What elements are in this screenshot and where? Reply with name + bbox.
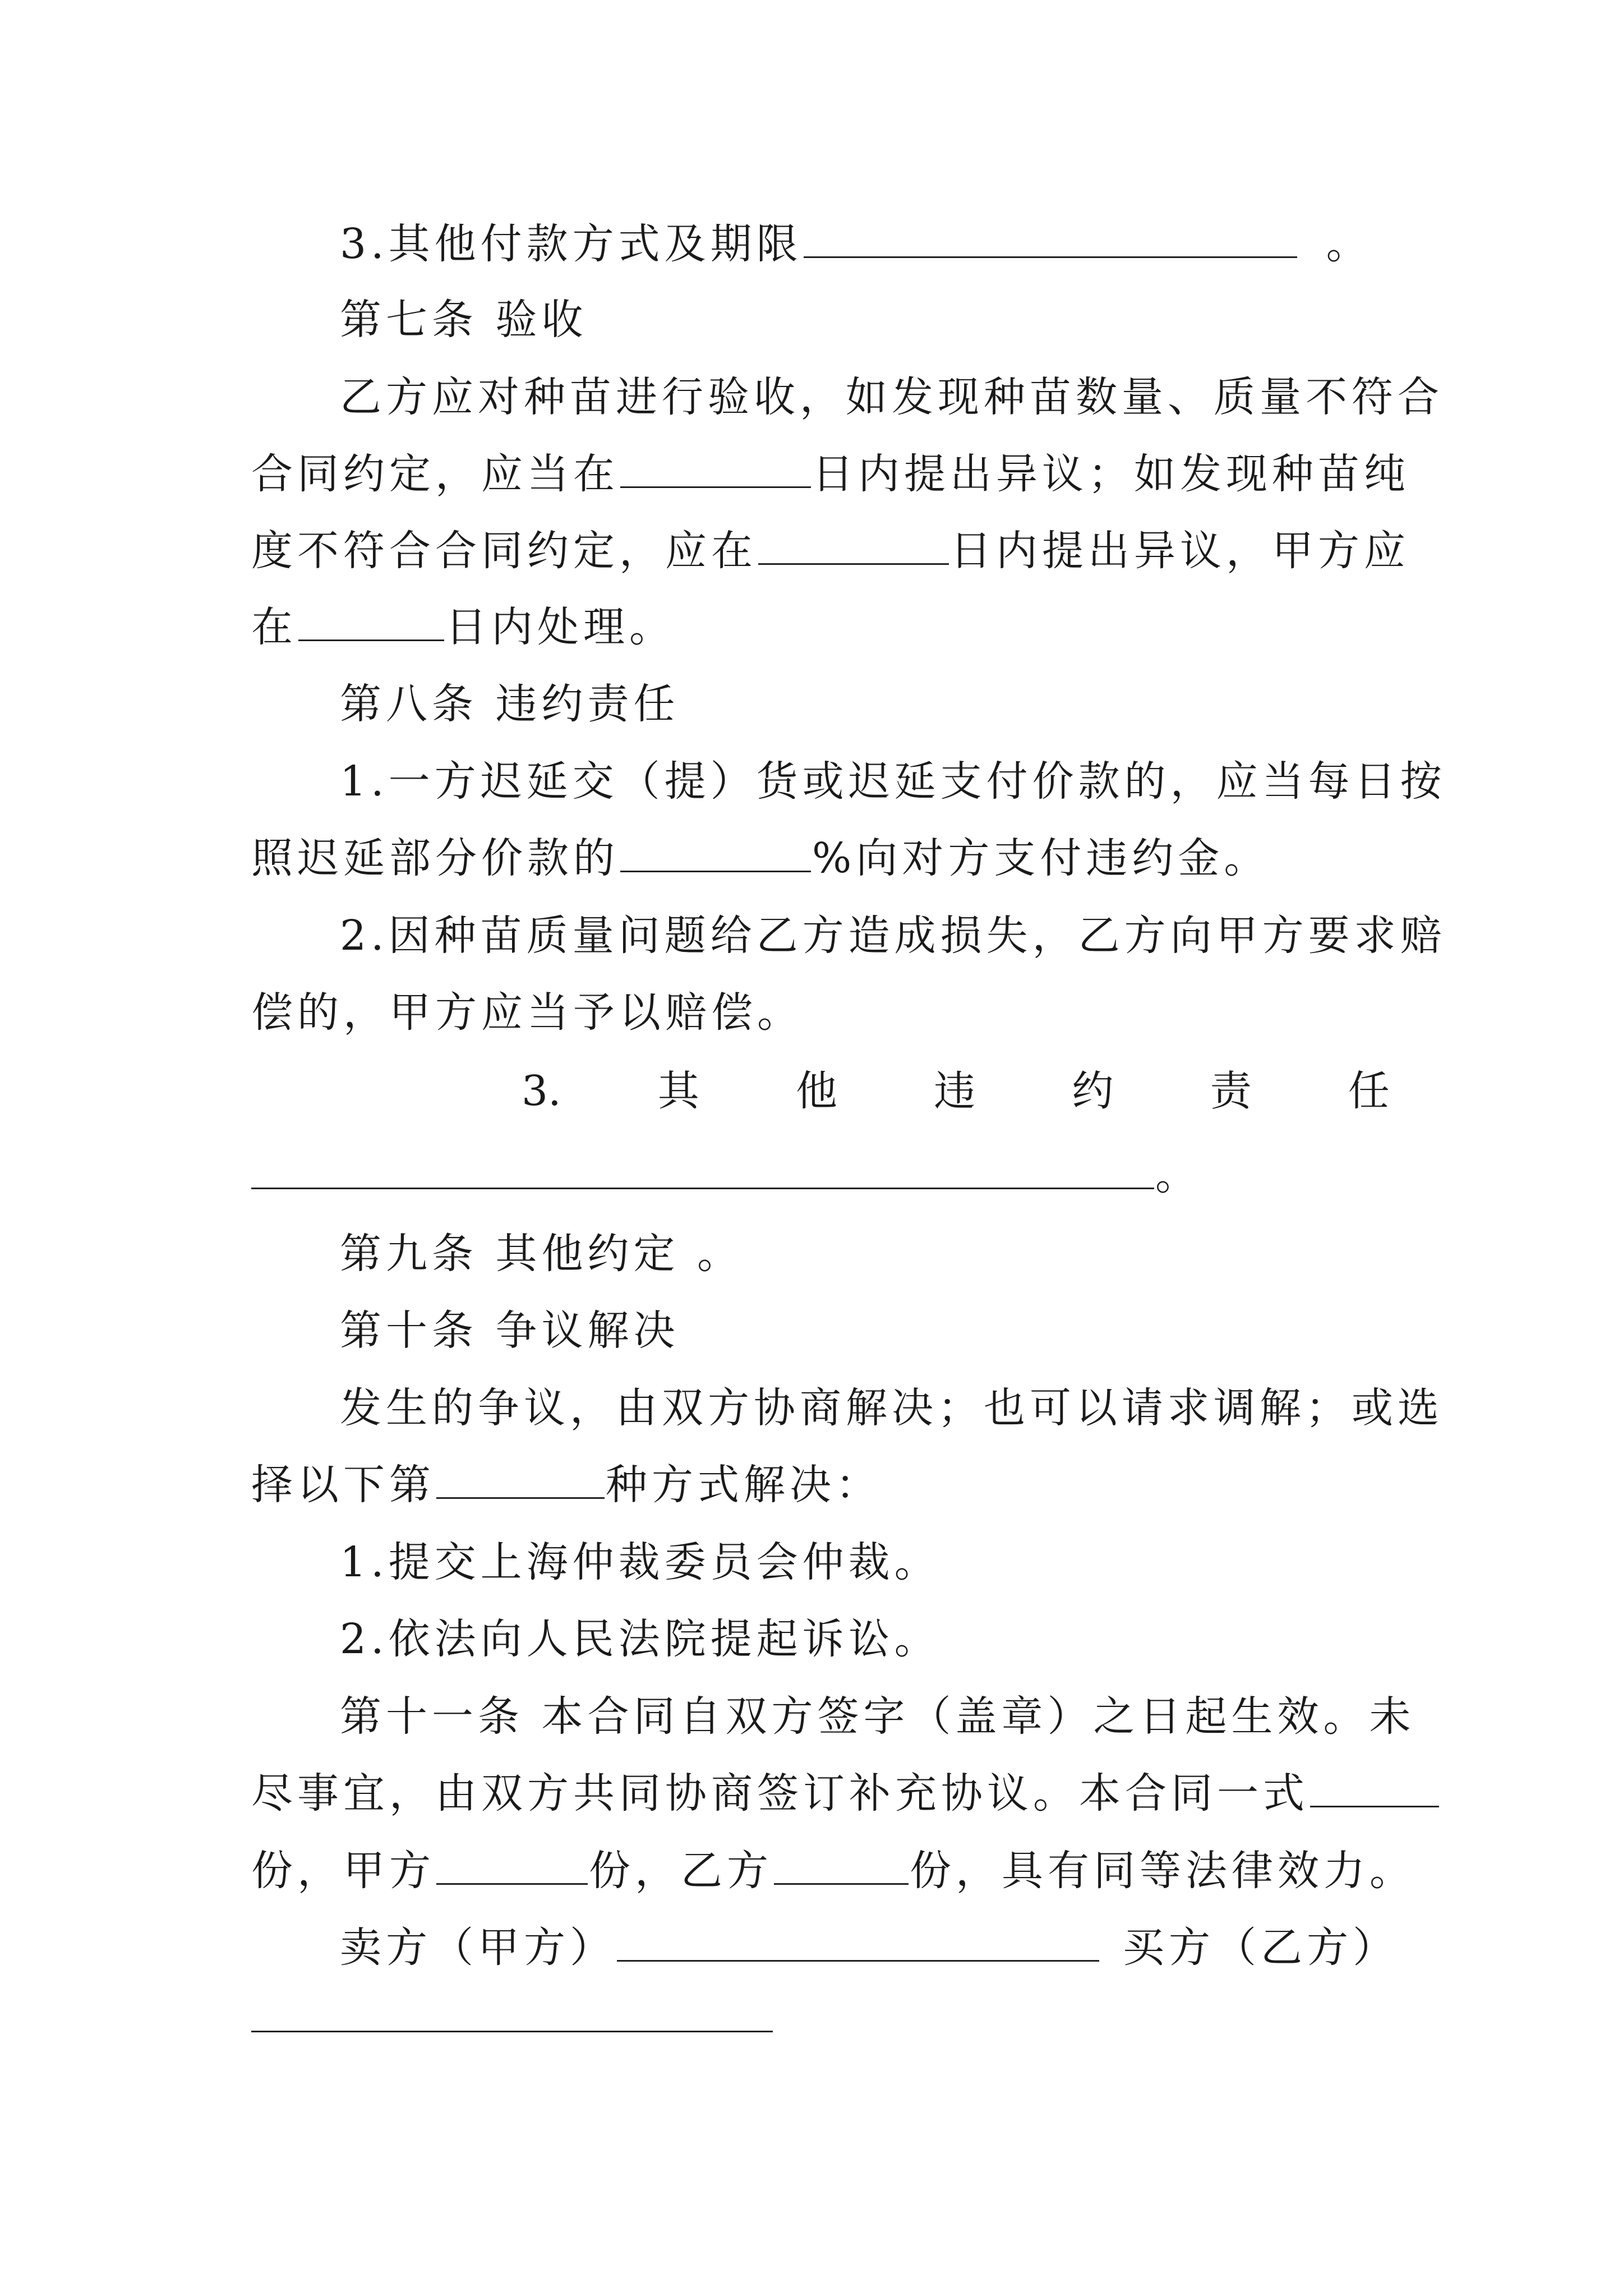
- text-segment: 度不符合合同约定，应在: [251, 527, 757, 575]
- article-10-heading: 第十条 争议解决: [340, 1306, 680, 1355]
- text-segment: 日内提出异议，甲方应: [950, 527, 1410, 575]
- article-7-para-line3: [251, 523, 1410, 579]
- text-segment: 份，甲方: [251, 1847, 435, 1895]
- article-11-line3: [251, 1843, 1415, 1899]
- handle-days-blank[interactable]: [298, 604, 444, 641]
- copies-total-blank[interactable]: [1310, 1770, 1439, 1807]
- text-segment: 责: [1210, 1067, 1252, 1115]
- copies-party-b-blank[interactable]: [774, 1847, 909, 1885]
- payment-other-end: 。: [1326, 220, 1372, 268]
- article-8-item3-line: [522, 1063, 1390, 1119]
- text-segment: %向对方支付违约金。: [812, 834, 1270, 882]
- purity-days-blank[interactable]: [758, 527, 949, 565]
- text-segment: 任: [1348, 1067, 1390, 1115]
- article-8-item1-line1: 1.一方迟延交（提）货或迟延支付价款的，应当每日按: [340, 757, 1446, 806]
- buyer-signature-blank[interactable]: [251, 2031, 773, 2032]
- text-segment: 其: [657, 1067, 699, 1115]
- text-segment: 份，乙方: [589, 1847, 773, 1895]
- text-segment: 他: [796, 1067, 838, 1115]
- article-7-heading: 第七条 验收: [340, 296, 588, 344]
- text-segment: 份，具有同等法律效力。: [910, 1847, 1415, 1895]
- text-segment: 日内处理。: [445, 603, 675, 651]
- text-segment: 合同约定，应当在: [251, 450, 619, 498]
- seller-signature-blank[interactable]: [617, 1924, 1099, 1962]
- article-11-line1: 第十一条 本合同自双方签字（盖章）之日起生效。未: [340, 1692, 1415, 1741]
- buyer-label: 买方（乙方）: [1123, 1924, 1399, 1972]
- seller-label: 卖方（甲方）: [340, 1924, 616, 1972]
- article-7-para-line2: [251, 446, 1410, 502]
- text-segment: 在: [251, 603, 297, 651]
- payment-other-line: [340, 216, 1390, 272]
- article-9-heading: 第九条 其他约定 。: [340, 1230, 744, 1278]
- article-7-para-line1: 乙方应对种苗进行验收，如发现种苗数量、质量不符合: [340, 373, 1444, 421]
- text-segment: 约: [1072, 1067, 1114, 1115]
- article-8-heading: 第八条 违约责任: [340, 680, 680, 728]
- text-segment: 照迟延部分价款的: [251, 834, 619, 882]
- signature-line: [340, 1920, 1399, 1976]
- article-10-option1: 1.提交上海仲裁委员会仲裁。: [340, 1538, 940, 1586]
- text-segment: 尽事宜，由双方共同协商签订补充协议。本合同一式: [251, 1769, 1309, 1818]
- article-7-para-line4: [251, 599, 1390, 655]
- resolution-method-blank[interactable]: [436, 1461, 605, 1499]
- text-segment: 3.: [522, 1067, 561, 1115]
- other-liability-line: [251, 1147, 1390, 1203]
- payment-other-blank[interactable]: [804, 220, 1297, 258]
- article-11-line2: [251, 1765, 1390, 1821]
- copies-party-a-blank[interactable]: [436, 1847, 588, 1885]
- article-8-item2-line2: 偿的，甲方应当予以赔偿。: [251, 988, 803, 1037]
- article-10-para-line1: 发生的争议，由双方协商解决；也可以请求调解；或选: [340, 1384, 1444, 1432]
- other-liability-blank[interactable]: [251, 1152, 1154, 1189]
- article-8-item1-line2: [251, 830, 1390, 886]
- text-segment: 。: [1155, 1151, 1201, 1199]
- text-segment: 种方式解决：: [606, 1461, 882, 1509]
- objection-days-blank[interactable]: [620, 450, 811, 488]
- article-10-option2: 2.依法向人民法院提起诉讼。: [340, 1615, 940, 1663]
- penalty-percent-blank[interactable]: [620, 835, 811, 872]
- text-segment: 违: [934, 1067, 976, 1115]
- article-8-item2-line1: 2.因种苗质量问题给乙方造成损失，乙方向甲方要求赔: [340, 912, 1446, 960]
- article-10-para-line2: [251, 1457, 1390, 1513]
- text-segment: 择以下第: [251, 1461, 435, 1509]
- text-segment: 日内提出异议；如发现种苗纯: [812, 450, 1410, 498]
- payment-other-text: 3.其他付款方式及期限: [340, 220, 803, 268]
